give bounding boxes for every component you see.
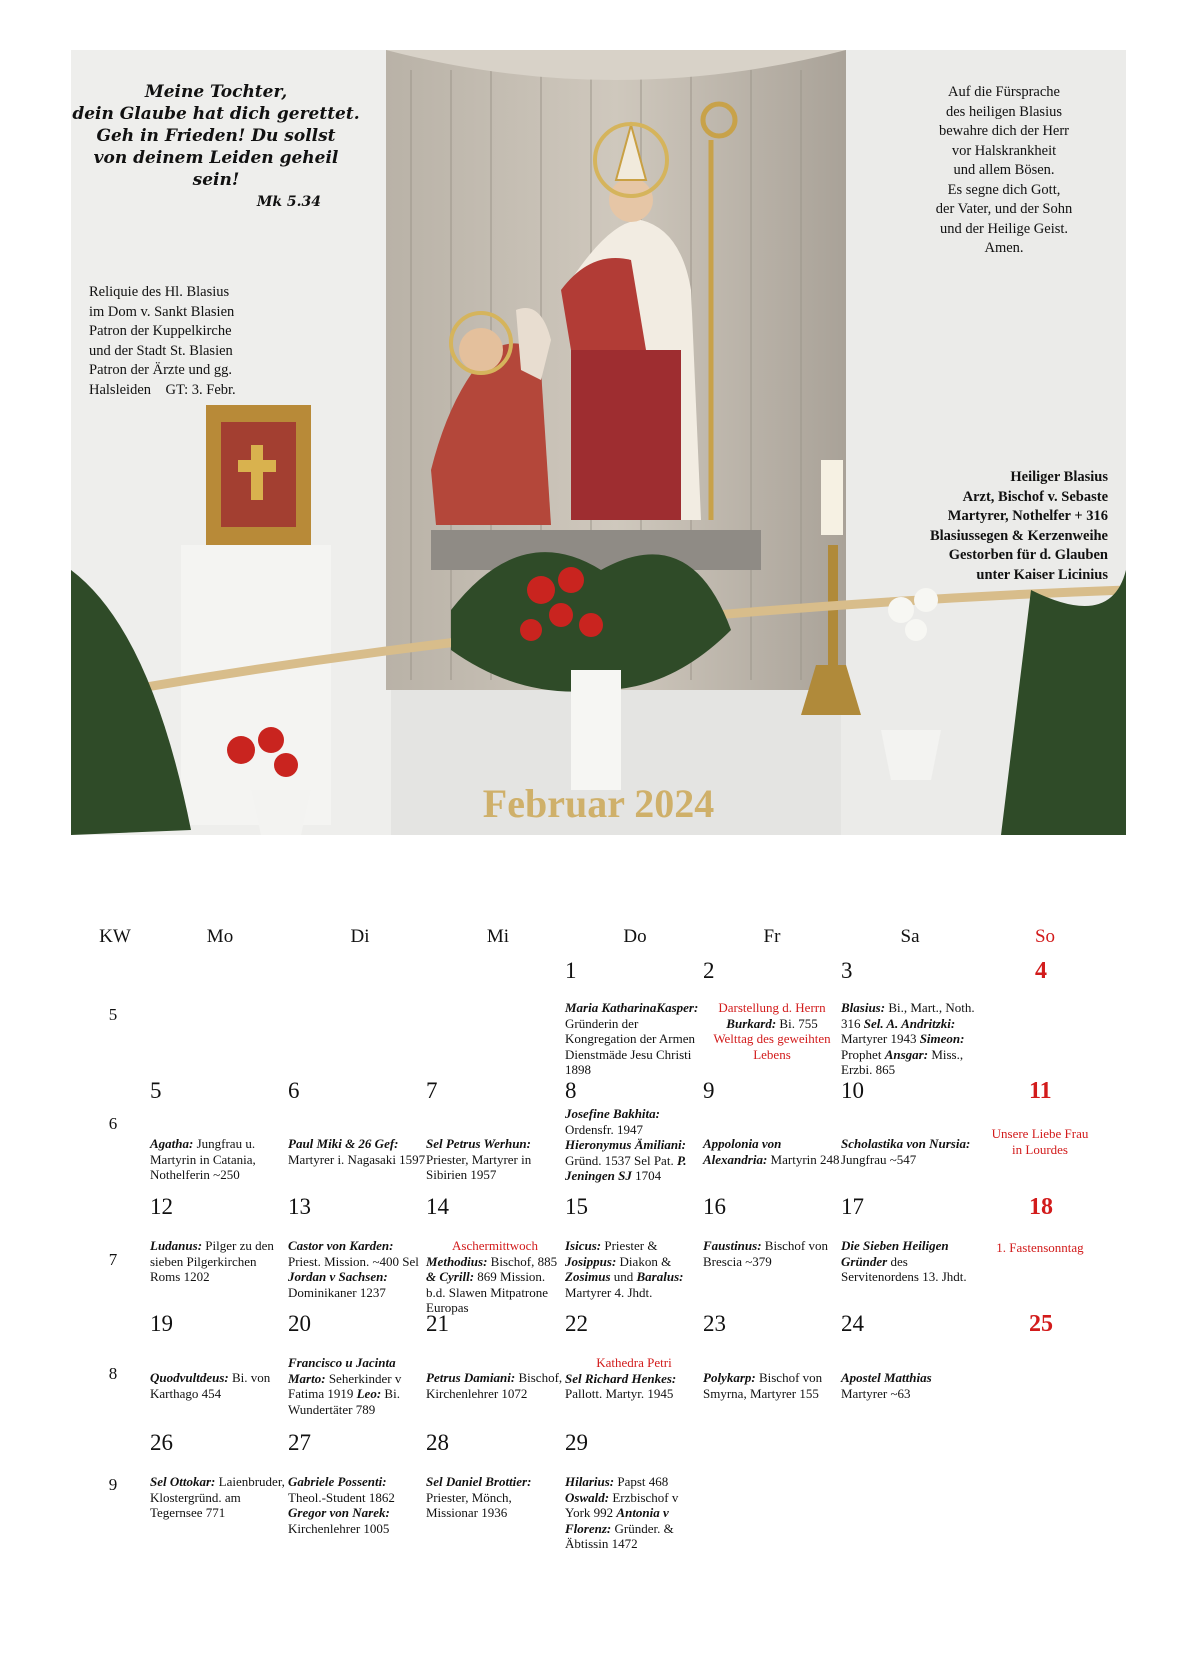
feast-label: Kathedra Petri: [596, 1355, 672, 1370]
verse-reference: Mk 5.34: [256, 194, 321, 210]
day-number-sunday: 18: [1029, 1194, 1053, 1220]
day-note: [426, 1136, 564, 1183]
day-note: [985, 1126, 1095, 1157]
week-number: 7: [108, 1250, 118, 1269]
saint-name: Ansgar:: [884, 1046, 929, 1062]
header-so: So: [1034, 926, 1056, 947]
saint-name: Isicus:: [565, 1238, 602, 1253]
day-number: 7: [426, 1078, 438, 1103]
note-text: Martyrin 248: [767, 1151, 840, 1167]
saint-name: Sel Richard Henkes:: [565, 1370, 677, 1386]
day-note: [288, 1238, 426, 1300]
saint-name: Antonia v Florenz:: [565, 1505, 669, 1536]
day-note: [703, 1370, 841, 1401]
day-number: 28: [426, 1430, 449, 1455]
day-number-sunday: 4: [1035, 958, 1047, 984]
day-number: 15: [565, 1194, 588, 1219]
relic-line: Reliquie des Hl. Blasius: [89, 284, 230, 300]
verse-line: von deinem Leiden geheil sein!: [93, 148, 339, 190]
saint-name: Simeon:: [919, 1031, 965, 1046]
note-text: Bi. 755: [776, 1015, 818, 1031]
saint-line: Gestorben für d. Glauben: [948, 547, 1108, 563]
note-text: Martyrer i. Nagasaki 1597: [288, 1151, 426, 1167]
day-number: 5: [150, 1078, 162, 1103]
day-number: 6: [288, 1078, 300, 1103]
note-text: Jungfrau u. Martyrin in Catania, Nothelferin ~250: [150, 1136, 256, 1182]
note-text: Priest. Mission. ~400 Sel: [288, 1253, 419, 1269]
saint-name: Zosimus: [565, 1269, 611, 1284]
saint-name: Josippus:: [565, 1253, 617, 1269]
day-note: [150, 1136, 288, 1183]
feast-label: Welttag des geweihten Lebens: [713, 1031, 831, 1062]
day-note: [426, 1370, 564, 1401]
day-number: 20: [288, 1311, 311, 1336]
note-text: und: [610, 1269, 637, 1284]
saint-name: & Cyrill:: [426, 1269, 475, 1284]
prayer-line: des heiligen Blasius: [946, 103, 1062, 120]
note-text: Gründerin der Kongregation der Armen Dienstmäde Jesu Christi 1898: [565, 1015, 695, 1077]
day-note: [703, 1136, 841, 1167]
saint-name: Agatha:: [150, 1136, 194, 1151]
day-number: 27: [288, 1430, 311, 1455]
day-note: [426, 1474, 564, 1521]
saint-name: Blasius:: [841, 1000, 886, 1015]
prayer-line: Amen.: [984, 240, 1024, 256]
note-text: Miss., Erzbi. 865: [841, 1046, 964, 1077]
header-sa: Sa: [900, 926, 920, 947]
prayer-line: der Vater, und der Sohn: [935, 201, 1073, 217]
saint-name: Oswald:: [565, 1489, 610, 1505]
saint-name: Kasper:: [656, 1000, 699, 1015]
saint-name: Hilarius:: [565, 1474, 615, 1489]
saint-name: Paul Miki & 26 Gef:: [288, 1136, 399, 1151]
prayer-line: Es segne dich Gott,: [947, 181, 1061, 198]
feast-label: 1. Fastensonntag: [996, 1240, 1084, 1255]
saint-name: Petrus Damiani:: [426, 1370, 516, 1385]
note-text: Priester &: [601, 1238, 658, 1253]
month-title: Februar 2024: [482, 781, 715, 826]
day-note: [985, 1240, 1095, 1256]
prayer-line: und der Heilige Geist.: [939, 220, 1069, 237]
day-number: 13: [288, 1194, 311, 1219]
note-text: Diakon &: [616, 1253, 672, 1269]
note-text: Seherkinder v Fatima 1919: [288, 1370, 402, 1401]
week-number: 9: [108, 1475, 118, 1494]
saint-name: Burkard:: [726, 1015, 777, 1031]
note-text: Papst 468: [614, 1474, 669, 1489]
header-mo: Mo: [206, 926, 234, 947]
saint-name: Baralus:: [636, 1269, 684, 1284]
day-note: [288, 1474, 426, 1536]
saint-name: Sel Petrus Werhun:: [426, 1136, 531, 1151]
note-text: Bischof von Brescia ~379: [703, 1238, 828, 1269]
blessing-prayer: [909, 83, 1099, 259]
note-text: Bischof von Smyrna, Martyrer 155: [703, 1370, 823, 1401]
saint-name: Hieronymus Ämiliani:: [565, 1137, 686, 1152]
note-text: Priester, Mönch, Missionar 1936: [426, 1489, 512, 1520]
saint-name: Sel Daniel Brottier:: [426, 1474, 532, 1489]
relic-line: im Dom v. Sankt Blasien: [89, 303, 235, 320]
prayer-line: Auf die Fürsprache: [948, 84, 1060, 100]
saint-name: Leo:: [356, 1386, 382, 1401]
saint-name: Apostel Matthias: [841, 1370, 932, 1385]
day-note: [841, 1238, 979, 1285]
note-text: Kirchenlehrer 1005: [288, 1520, 390, 1536]
prayer-line: bewahre dich der Herr: [938, 123, 1070, 139]
saint-name: Die Sieben Heiligen Gründer: [841, 1238, 949, 1269]
saint-name: Josefine Bakhita:: [565, 1106, 660, 1121]
photo-panel: [71, 50, 1126, 835]
day-number: 14: [426, 1194, 449, 1219]
header-do: Do: [623, 926, 647, 947]
day-note: [703, 1238, 841, 1269]
note-text: Bi., Mart., Noth. 316: [841, 1000, 975, 1031]
relic-caption: [89, 283, 289, 400]
week-number: 5: [108, 1005, 118, 1024]
feast-label: Unsere Liebe Frau in Lourdes: [991, 1126, 1089, 1157]
day-number: 3: [841, 958, 853, 983]
saint-name: P. Jeningen SJ: [565, 1152, 687, 1183]
day-note: [288, 1136, 426, 1167]
day-note: [150, 1474, 288, 1521]
saint-name: Maria Katharina: [565, 1000, 657, 1015]
day-number: 21: [426, 1311, 449, 1336]
saint-line: Martyrer, Nothelfer + 316: [947, 508, 1108, 524]
saint-name: Scholastika von Nursia:: [841, 1136, 971, 1151]
note-text: Dominikaner 1237: [288, 1284, 386, 1300]
saint-caption: [848, 468, 1108, 585]
week-number: 6: [108, 1114, 118, 1133]
day-note: [426, 1238, 564, 1316]
saint-name: Faustinus:: [703, 1238, 762, 1253]
note-text: Martyrer 1943: [841, 1031, 920, 1046]
note-text: 1704: [631, 1168, 662, 1183]
note-text: Gründ. 1537 Sel Pat.: [565, 1152, 677, 1168]
day-note: [288, 1355, 426, 1417]
day-note: [703, 1000, 841, 1062]
day-note: [565, 1355, 703, 1402]
note-text: Bischof, Kirchenlehrer 1072: [426, 1370, 563, 1401]
saint-name: Methodius:: [426, 1253, 488, 1269]
day-number: 24: [841, 1311, 864, 1336]
verse-line: Geh in Frieden! Du sollst: [96, 126, 336, 146]
saint-name: Francisco u Jacinta Marto:: [288, 1355, 396, 1386]
day-number: 26: [150, 1430, 173, 1455]
saint-name: Quodvultdeus:: [150, 1370, 229, 1385]
saint-name: Gabriele Possenti:: [288, 1474, 387, 1489]
day-number: 23: [703, 1311, 726, 1336]
note-text: Erzbischof v York 992: [565, 1489, 679, 1520]
day-number: 12: [150, 1194, 173, 1219]
relic-line: Patron der Kuppelkirche: [89, 323, 232, 339]
note-text: Gründer. & Äbtissin 1472: [565, 1520, 674, 1551]
day-number: 17: [841, 1194, 864, 1219]
day-number-sunday: 11: [1029, 1078, 1052, 1104]
day-note: [841, 1136, 979, 1167]
note-text: Bischof, 885: [487, 1253, 558, 1269]
day-number: 10: [841, 1078, 864, 1103]
note-text: Pilger zu den sieben Pilgerkirchen Roms 1202: [150, 1238, 274, 1284]
relic-line: Halsleiden GT: 3. Febr.: [89, 381, 236, 398]
note-text: Bi. Wundertäter 789: [288, 1386, 400, 1417]
relic-line: Patron der Ärzte und gg.: [89, 362, 232, 378]
saint-line: Blasiussegen & Kerzenweihe: [929, 527, 1108, 544]
bible-verse: [71, 81, 361, 213]
note-text: Theol.-Student 1862: [288, 1489, 395, 1505]
note-text: 869 Mission. b.d. Slawen Mitpatrone Europas: [426, 1269, 549, 1315]
feast-label: Aschermittwoch: [452, 1238, 538, 1253]
prayer-line: vor Halskrankheit: [951, 142, 1057, 159]
day-number: 2: [703, 958, 715, 983]
day-note: [150, 1370, 288, 1401]
note-text: Ordensfr. 1947: [565, 1121, 643, 1137]
day-note: [565, 1474, 703, 1552]
day-number-sunday: 25: [1029, 1311, 1053, 1337]
verse-line: dein Glaube hat dich gerettet.: [72, 104, 360, 124]
saint-line: Heiliger Blasius: [1010, 469, 1108, 485]
saint-name: Jordan v Sachsen:: [288, 1269, 388, 1284]
note-text: Jungfrau ~547: [841, 1151, 917, 1167]
note-text: Martyrer 4. Jhdt.: [565, 1284, 653, 1300]
header-kw: KW: [99, 926, 131, 947]
day-note: [841, 1000, 979, 1078]
note-text: des Servitenordens 13. Jhdt.: [841, 1253, 967, 1284]
verse-line: Meine Tochter,: [144, 82, 288, 102]
day-note: [565, 1000, 703, 1078]
relic-line: und der Stadt St. Blasien: [89, 342, 233, 359]
note-text: Priester, Martyrer in Sibirien 1957: [426, 1151, 532, 1182]
header-mi: Mi: [486, 926, 510, 947]
note-text: Bi. von Karthago 454: [150, 1370, 271, 1401]
day-note: [841, 1370, 979, 1401]
day-number: 16: [703, 1194, 726, 1219]
saint-name: Ludanus:: [150, 1238, 203, 1253]
saint-name: Castor von Karden:: [288, 1238, 394, 1253]
saint-line: unter Kaiser Licinius: [976, 566, 1108, 583]
prayer-line: und allem Bösen.: [953, 162, 1055, 178]
note-text: Pallott. Martyr. 1945: [565, 1386, 674, 1401]
week-number: 8: [108, 1364, 118, 1383]
day-note: [150, 1238, 288, 1285]
day-number: 22: [565, 1311, 588, 1336]
note-text: Laienbruder, Klostergründ. am Tegernsee 771: [150, 1474, 285, 1520]
day-number: 19: [150, 1311, 173, 1336]
feast-label: Darstellung d. Herrn: [718, 1000, 826, 1015]
day-number: 8: [565, 1078, 577, 1103]
saint-name: Appolonia von Alexandria:: [703, 1136, 782, 1167]
header-di: Di: [350, 926, 370, 947]
saint-name: Sel Ottokar:: [150, 1474, 216, 1489]
day-number: 29: [565, 1430, 588, 1455]
saint-name: Sel. A. Andritzki:: [863, 1015, 956, 1031]
saint-line: Arzt, Bischof v. Sebaste: [962, 488, 1108, 505]
saint-name: Gregor von Narek:: [288, 1505, 390, 1520]
note-text: Prophet: [841, 1046, 885, 1062]
day-note: [565, 1238, 703, 1300]
day-note: [565, 1106, 703, 1184]
day-number: 9: [703, 1078, 715, 1103]
day-number: 1: [565, 958, 577, 983]
saint-name: Polykarp:: [703, 1370, 756, 1385]
header-fr: Fr: [763, 926, 781, 947]
note-text: Martyrer ~63: [841, 1385, 911, 1401]
